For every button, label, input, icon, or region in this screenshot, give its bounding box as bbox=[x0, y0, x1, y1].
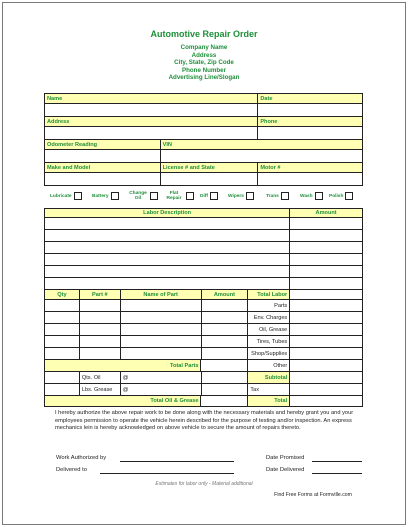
delivered-to-label: Delivered to bbox=[56, 467, 87, 473]
total-field[interactable] bbox=[290, 396, 363, 406]
part-qty[interactable] bbox=[45, 312, 80, 323]
labor-row[interactable] bbox=[45, 266, 290, 277]
part-qty[interactable] bbox=[45, 324, 80, 335]
total-parts-field[interactable] bbox=[201, 360, 248, 371]
checkbox[interactable] bbox=[186, 192, 194, 200]
license-field[interactable] bbox=[161, 173, 259, 185]
oil-grease-field[interactable] bbox=[290, 324, 363, 335]
part-name[interactable] bbox=[121, 324, 202, 335]
labor-row[interactable] bbox=[45, 230, 290, 241]
labor-table bbox=[44, 208, 363, 290]
checkbox[interactable] bbox=[315, 192, 323, 200]
labor-amount[interactable] bbox=[290, 266, 363, 277]
company-name: Company Name bbox=[180, 44, 228, 51]
checkbox[interactable] bbox=[74, 192, 82, 200]
lbs-grease-at: @ bbox=[121, 384, 202, 395]
part-amount[interactable] bbox=[202, 300, 249, 311]
checkbox[interactable] bbox=[281, 192, 289, 200]
date-promised-label: Date Promised bbox=[266, 455, 305, 461]
part-amount[interactable] bbox=[202, 336, 249, 347]
tires-tubes-label: Tires, Tubes bbox=[248, 336, 290, 347]
labor-amount-header: Amount bbox=[290, 209, 363, 217]
part-amount[interactable] bbox=[202, 348, 249, 359]
date-field[interactable] bbox=[258, 104, 363, 116]
labor-amount[interactable] bbox=[290, 242, 363, 253]
oil-grease-label: Oil, Grease bbox=[248, 324, 290, 335]
qts-oil-at: @ bbox=[121, 372, 202, 383]
part-amount[interactable] bbox=[202, 324, 249, 335]
labor-amount[interactable] bbox=[290, 254, 363, 265]
part-number[interactable] bbox=[80, 336, 121, 347]
service-polish[interactable]: Polish bbox=[329, 186, 353, 206]
footer-link[interactable]: Find Free Forms at Formville.com bbox=[274, 492, 352, 498]
service-diff[interactable]: Diff bbox=[200, 186, 218, 206]
subtotal-label: Subtotal bbox=[248, 372, 290, 383]
company-city: City, State, Zip Code bbox=[174, 59, 234, 66]
license-label: License # and State bbox=[161, 163, 259, 172]
tax-field[interactable] bbox=[290, 384, 363, 395]
authorization-text: I hereby authorize the above repair work to be done along with the necessary materials and hereby grant you and your employees permission to operate the vehicle herein described for the purpose of testing and/or inspection. An express mechanics lein is hereby acknowledged on above vehicle to secure the amount of repairs thereto. bbox=[55, 410, 354, 432]
make-model-field[interactable] bbox=[45, 173, 161, 185]
form-title: Automotive Repair Order bbox=[150, 29, 258, 39]
phone-field[interactable] bbox=[258, 127, 363, 139]
part-number[interactable] bbox=[80, 324, 121, 335]
estimates-note: Estimates for labor only - Material additional bbox=[155, 481, 253, 487]
work-authorized-label: Work Authorized by bbox=[56, 455, 107, 461]
labor-row[interactable] bbox=[45, 218, 290, 229]
parts-label: Parts bbox=[248, 300, 290, 311]
part-name[interactable] bbox=[121, 312, 202, 323]
qty-header: Qty bbox=[45, 290, 80, 299]
part-number[interactable] bbox=[80, 348, 121, 359]
part-name[interactable] bbox=[121, 300, 202, 311]
odometer-label: Odometer Reading bbox=[45, 140, 161, 149]
company-address: Address bbox=[191, 51, 217, 59]
labor-amount[interactable] bbox=[290, 278, 363, 289]
date-label: Date bbox=[258, 94, 363, 103]
labor-row[interactable] bbox=[45, 278, 290, 289]
parts-field[interactable] bbox=[290, 300, 363, 311]
part-qty[interactable] bbox=[45, 336, 80, 347]
part-name[interactable] bbox=[121, 336, 202, 347]
part-number[interactable] bbox=[80, 300, 121, 311]
subtotal-field[interactable] bbox=[290, 372, 363, 383]
env-charges-field[interactable] bbox=[290, 312, 363, 323]
work-authorized-line[interactable] bbox=[120, 461, 234, 462]
labor-amount[interactable] bbox=[290, 218, 363, 229]
labor-description-header: Labor Description bbox=[45, 209, 290, 217]
other-label: Other bbox=[248, 360, 290, 371]
qts-oil-label: Qts. Oil bbox=[80, 372, 121, 383]
part-name-header: Name of Part bbox=[121, 290, 202, 299]
vin-field[interactable] bbox=[161, 150, 363, 162]
service-change-oil[interactable]: Change Oil bbox=[128, 186, 158, 206]
tires-tubes-field[interactable] bbox=[290, 336, 363, 347]
service-flat-repair[interactable]: Flat Repair bbox=[164, 186, 194, 206]
checkbox[interactable] bbox=[246, 192, 254, 200]
services-row bbox=[44, 186, 363, 206]
motor-label: Motor # bbox=[258, 163, 363, 172]
lbs-grease-label: Lbs. Grease bbox=[80, 384, 121, 395]
vin-label: VIN bbox=[161, 140, 363, 149]
other-field[interactable] bbox=[290, 360, 363, 371]
customer-info-grid bbox=[44, 93, 363, 186]
part-no-header: Part # bbox=[80, 290, 121, 299]
part-number[interactable] bbox=[80, 312, 121, 323]
checkbox[interactable] bbox=[150, 192, 158, 200]
part-amount[interactable] bbox=[202, 312, 249, 323]
labor-row[interactable] bbox=[45, 254, 290, 265]
service-trans[interactable]: Trans bbox=[266, 186, 289, 206]
checkbox[interactable] bbox=[111, 192, 119, 200]
make-model-label: Make and Model bbox=[45, 163, 161, 172]
date-delivered-label: Date Delivered bbox=[266, 467, 305, 473]
checkbox[interactable] bbox=[345, 192, 353, 200]
name-label: Name bbox=[45, 94, 258, 103]
part-name[interactable] bbox=[121, 348, 202, 359]
qts-oil-amount[interactable] bbox=[202, 372, 249, 383]
company-slogan: Advertising Line/Slogan bbox=[168, 74, 240, 81]
shop-supplies-label: Shop/Supplies bbox=[248, 348, 290, 359]
date-delivered-line[interactable] bbox=[312, 473, 362, 474]
service-wipers[interactable]: Wipers bbox=[228, 186, 254, 206]
labor-amount[interactable] bbox=[290, 230, 363, 241]
part-qty[interactable] bbox=[45, 348, 80, 359]
delivered-to-line[interactable] bbox=[100, 473, 234, 474]
motor-field[interactable] bbox=[258, 173, 363, 185]
total-oil-grease-field[interactable] bbox=[201, 396, 248, 406]
phone-label: Phone bbox=[258, 117, 363, 126]
name-field[interactable] bbox=[45, 104, 258, 116]
part-amount-header: Amount bbox=[202, 290, 249, 299]
total-label: Total bbox=[248, 396, 290, 406]
company-phone: Phone Number bbox=[181, 66, 226, 74]
odometer-field[interactable] bbox=[45, 150, 161, 162]
lbs-grease-amount[interactable] bbox=[202, 384, 249, 395]
address-label: Address bbox=[45, 117, 258, 126]
total-labor-field[interactable] bbox=[290, 290, 363, 299]
service-wash[interactable]: Wash bbox=[300, 186, 323, 206]
service-battery[interactable]: Battery bbox=[92, 186, 119, 206]
parts-table bbox=[44, 289, 363, 407]
tax-label: Tax bbox=[248, 384, 290, 395]
shop-supplies-field[interactable] bbox=[290, 348, 363, 359]
total-parts-label: Total Parts bbox=[45, 360, 201, 371]
total-oil-grease-label: Total Oil & Grease bbox=[45, 396, 201, 406]
labor-row[interactable] bbox=[45, 242, 290, 253]
part-qty[interactable] bbox=[45, 300, 80, 311]
checkbox[interactable] bbox=[210, 192, 218, 200]
env-charges-label: Env. Charges bbox=[248, 312, 290, 323]
address-field[interactable] bbox=[45, 127, 258, 139]
date-promised-line[interactable] bbox=[312, 461, 362, 462]
total-labor-label: Total Labor bbox=[248, 290, 290, 299]
service-lubricate[interactable]: Lubricate bbox=[50, 186, 82, 206]
